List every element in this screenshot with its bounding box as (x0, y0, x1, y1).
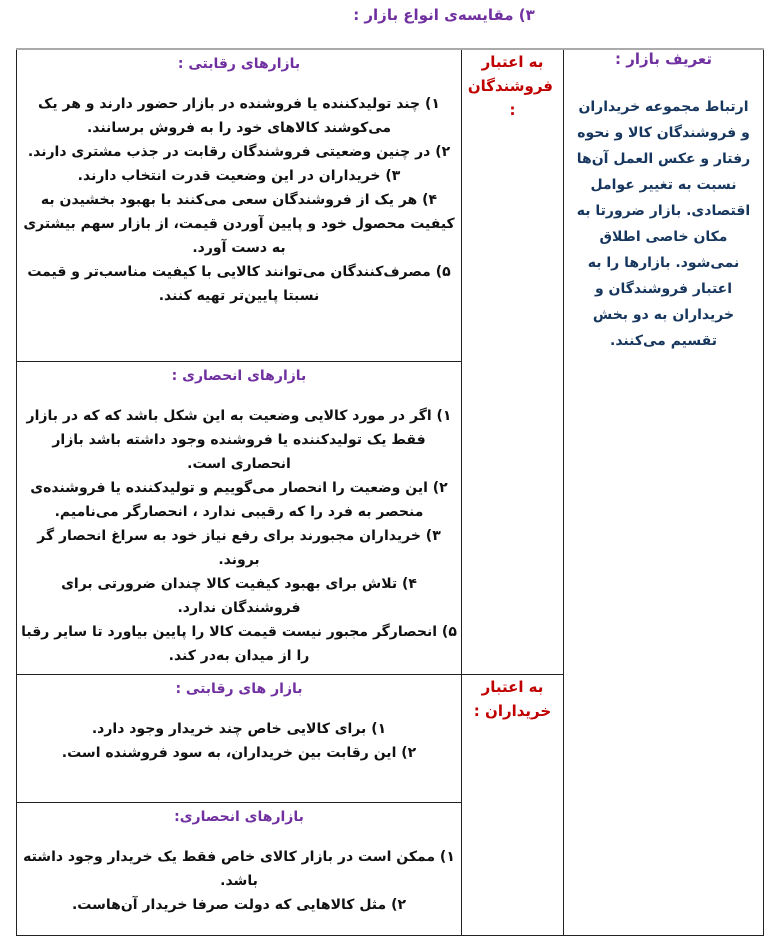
list-item: ۱) اگر در مورد کالایی وضعیت به این شکل باشد که که در بازار فقط یک تولیدکننده یا فروشنده وجود داشته باشد بازار انحصاری است. (26, 407, 452, 472)
buyers-monopoly-cell (17, 802, 462, 935)
sellers-competitive-list (17, 92, 461, 308)
buyers-label: به اعتبار خریداران : (473, 677, 552, 720)
definition-heading: تعریف بازار : (614, 50, 713, 68)
list-item: ۲) در چنین وضعیتی فروشندگان رقابت در جذب مشتری دارند. (27, 144, 451, 160)
list-item: ۲) مثل کالاهایی که دولت صرفا خریدار آن‌هاست. (71, 896, 407, 913)
sellers-label: به اعتبار فروشندگان : (467, 53, 553, 119)
sellers-competitive-heading: بازارهای رقابتی : (177, 56, 301, 72)
list-item: ۳) خریداران در این وضعیت قدرت انتخاب دارند. (77, 168, 401, 184)
sellers-monopoly-heading: بازارهای انحصاری : (171, 367, 307, 384)
buyers-competitive-cell (17, 674, 462, 802)
list-item: ۵) انحصارگر مجبور نیست قیمت کالا را پایین بیاورد تا سایر رقبا را از میدان به‌در کند. (21, 623, 457, 664)
buyers-monopoly-list (17, 845, 461, 917)
list-item: ۳) خریداران مجبورند برای رفع نیاز خود به سراغ انحصار گر بروند. (37, 527, 441, 568)
buyers-competitive-list (17, 717, 461, 765)
buyers-monopoly-heading: بازارهای انحصاری: (174, 808, 304, 825)
list-item: ۲) این رقابت بین خریداران، به سود فروشنده است. (61, 744, 417, 761)
list-item: ۴) هر یک از فروشندگان سعی می‌کنند با بهبود بخشیدن به کیفیت محصول خود و پایین آوردن قیمت، از بازار سهم بیشتری به دست آورد. (23, 192, 455, 256)
list-item: ۵) مصرف‌کنندگان می‌توانند کالایی با کیفیت مناسب‌تر و قیمت نسبتا پایین‌تر تهیه کنند. (27, 264, 451, 304)
buyers-label-cell (462, 674, 564, 935)
section-title-row (0, 0, 768, 48)
list-item: ۲) این وضعیت را انحصار می‌گوییم و تولیدکننده یا فروشنده‌ی منحصر به فرد را که رقیبی ندارد ، انحصارگر می‌نامیم. (30, 479, 448, 520)
definition-text: ارتباط مجموعه خریداران و فروشندگان کالا و نحوه رفتار و عکس العمل آن‌ها نسبت به تغییر عوامل اقتصادی. بازار ضرورتا به مکان خاصی اطلاق نمی‌شود. بازارها را به اعتبار فروشندگان و خریداران به دو بخش تقسیم می‌کنند. (576, 99, 751, 349)
list-item: ۴) تلاش برای بهبود کیفیت کالا چندان ضرورتی برای فروشندگان ندارد. (61, 575, 417, 616)
sellers-monopoly-list (17, 404, 461, 668)
sellers-competitive-cell (17, 49, 462, 361)
sellers-label-cell (462, 49, 564, 674)
sellers-monopoly-cell (17, 361, 462, 674)
list-item: ۱) برای کالایی خاص چند خریدار وجود دارد. (91, 720, 387, 737)
list-item: ۱) چند تولیدکننده یا فروشنده در بازار حضور دارند و هر یک می‌کوشند کالاهای خود را به فروش برسانند. (38, 96, 440, 136)
list-item: ۱) ممکن است در بازار کالای خاص فقط یک خریدار وجود داشته باشد. (23, 848, 455, 889)
market-comparison-table (16, 48, 764, 936)
section-title: ۳) مقایسه‌ی انواع بازار : (353, 6, 535, 24)
buyers-competitive-heading: بازار های رقابتی : (175, 680, 303, 697)
definition-cell (564, 49, 764, 935)
